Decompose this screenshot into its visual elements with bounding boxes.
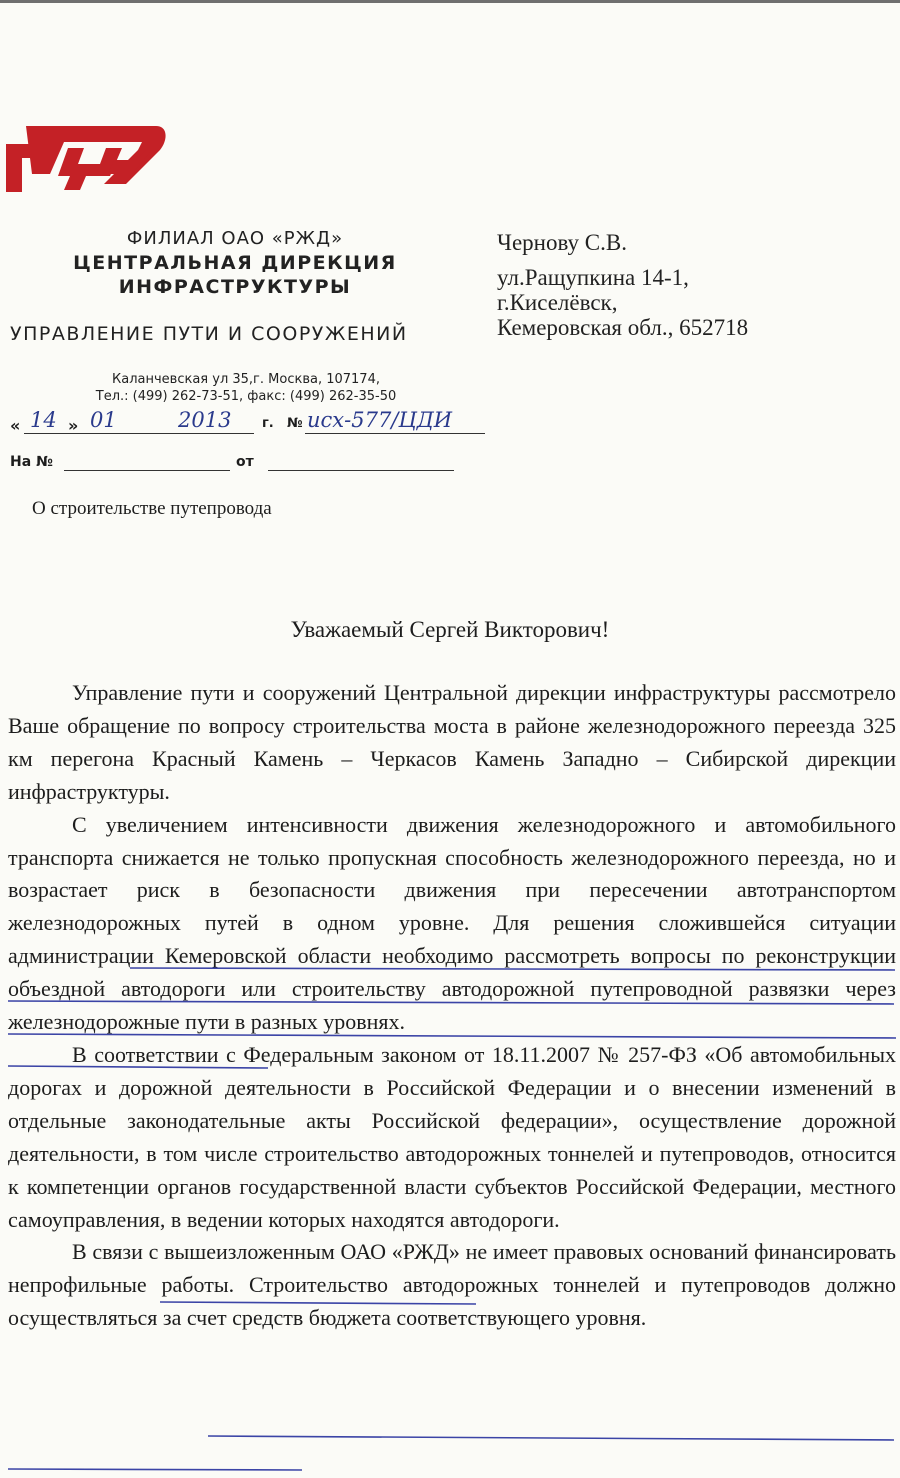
outgoing-number: исх-577/ЦДИ [307,408,453,432]
recipient-name: Чернову С.В. [497,230,627,255]
date-day: 14 [30,408,57,432]
recipient-city: г.Киселёвск, [497,290,618,315]
date-month: 01 [90,408,117,432]
org-phones: Тел.: (499) 262-73-51, факс: (499) 262-35-50 [95,389,397,404]
paragraph: С увеличением интенсивности движения железнодорожного и автомобильного транспорта снижается не только пропускная способность железнодорожного переезда, но и возрастает риск в безопасности движения при пересечении автотранспортом железнодорожных путей в одном уровне. Для решения сложившейся ситуации администрации Кемеровской области необходимо рассмотреть вопросы по реконструкции объездной автодороги или строительству автодорожной путепроводной развязки через железнодорожные пути в разных уровнях. [8,811,896,1035]
date-open-quote: « [10,416,21,435]
org-directorate-line2: ИНФРАСТРУКТУРЫ [118,276,352,298]
date-year: 2013 [178,408,232,432]
paragraph: В соответствии с Федеральным законом от 18.11.2007 № 257-ФЗ «Об автомобильных дорогах и дорожной деятельности в Российской Федерации и о внесении изменений в отдельные законодательные акты Российской федерации», осуществление дорожной деятельности, в том числе строительство автодорожных тоннелей и путепроводов, относится к компетенции органов государственной власти субъектов Российской Федерации, местного самоуправления, в ведении которых находятся автодороги. [8,1041,896,1232]
letter-subject: О строительстве путепровода [32,498,272,519]
recipient-street: ул.Ращупкина 14-1, [497,265,689,290]
recipient-region: Кемеровская обл., 652718 [497,315,749,340]
number-label: № [287,416,303,431]
reply-from-label: от [236,454,254,470]
paragraph: В связи с вышеизложенным ОАО «РЖД» не имеет правовых оснований финансировать непрофильные работы. Строительство автодорожных тоннелей и путепроводов должно осуществляться за счет средств бюджета соответствующего уровня. [8,1239,896,1331]
org-directorate-line1: ЦЕНТРАЛЬНАЯ ДИРЕКЦИЯ [73,252,397,274]
date-g-label: г. [262,416,274,431]
paragraph: Управление пути и сооружений Центральной дирекции инфраструктуры рассмотрело Ваше обращение по вопросу строительства моста в районе железнодорожного переезда 325 км перегона Красный Камень – Черкасов Камень Западно – Сибирской дирекции инфраструктуры. [8,680,896,804]
org-address: Каланчевская ул 35,г. Москва, 107174, [112,372,380,387]
org-branch: ФИЛИАЛ ОАО «РЖД» [126,228,344,249]
org-department: УПРАВЛЕНИЕ ПУТИ И СООРУЖЕНИЙ [10,323,408,345]
reply-number-label: На № [10,454,53,470]
greeting: Уважаемый Сергей Викторович! [290,617,610,642]
date-close-quote: » [68,416,79,435]
